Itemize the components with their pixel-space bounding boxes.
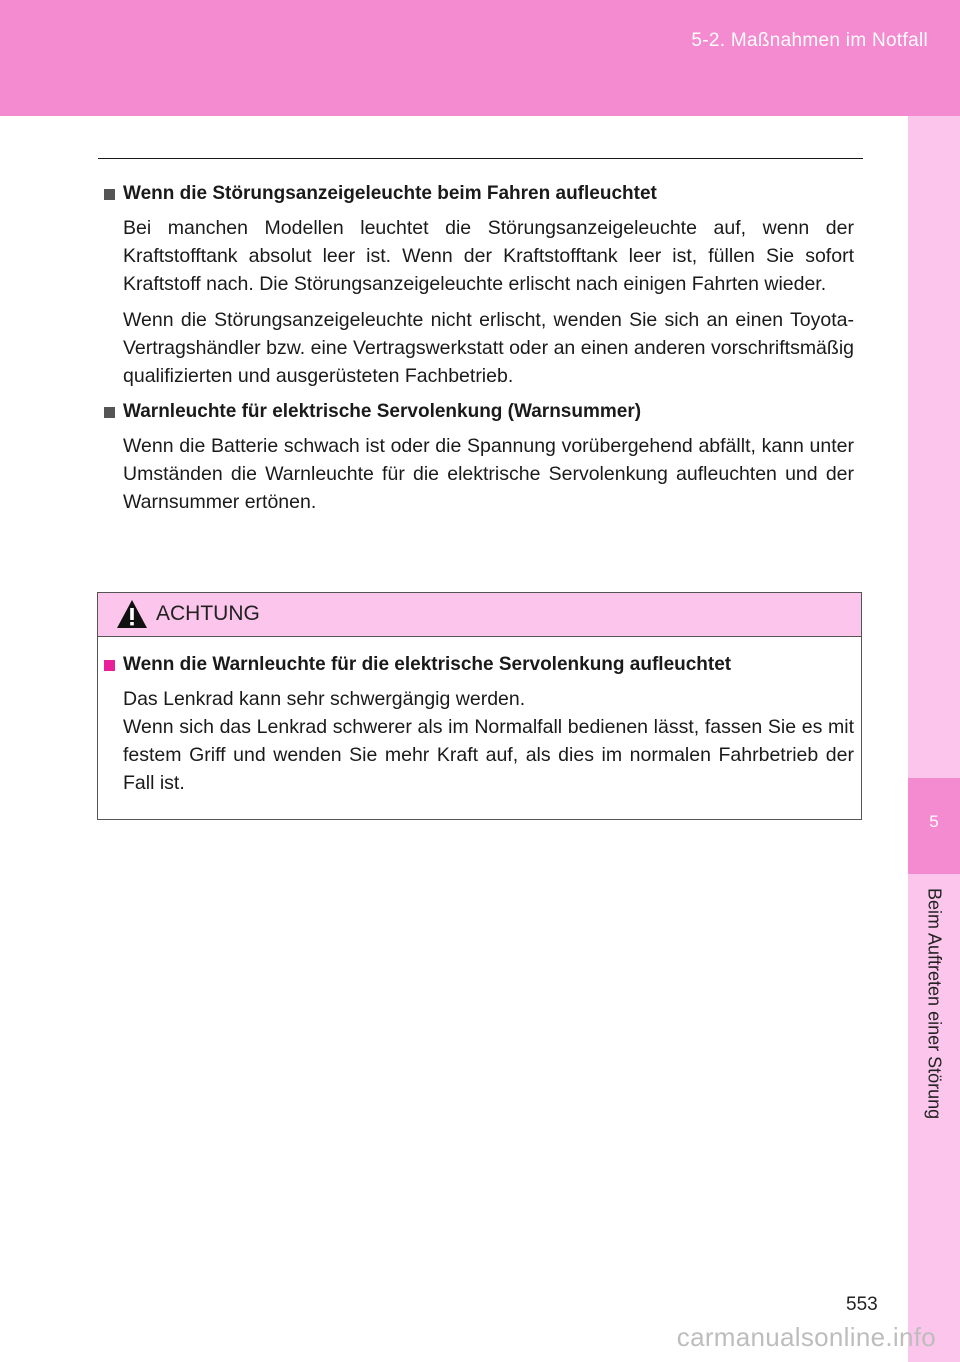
square-bullet-icon — [104, 189, 115, 200]
page-header — [0, 0, 960, 116]
warning-paragraph: Wenn sich das Lenkrad schwerer als im Normalfall bedienen lässt, fassen Sie es mit festem Griff und wenden Sie mehr Kraft auf, als dies im normalen Fahrbetrieb der Fall ist. — [123, 716, 854, 794]
section-title: 5-2. Maßnahmen im Notfall — [691, 30, 928, 51]
warning-line: Das Lenkrad kann sehr schwergängig werden. — [123, 688, 526, 710]
section-heading-text: Warnleuchte für elektrische Servolenkung (Warnsummer) — [123, 401, 642, 422]
warning-box — [97, 592, 862, 820]
warning-triangle-icon — [116, 599, 148, 629]
warning-body — [102, 651, 854, 797]
paragraph: Wenn die Batterie schwach ist oder die Spannung vorübergehend abfällt, kann unter Umständen die Warnleuchte für die elektrische Servolenkung aufleuchten und der Warnsummer ertönen. — [123, 435, 854, 513]
page-number: 553 — [846, 1294, 878, 1315]
main-content — [102, 180, 854, 524]
paragraph: Bei manchen Modellen leuchtet die Störungsanzeigeleuchte auf, wenn der Kraftstofftank absolut leer ist. Wenn der Kraftstofftank leer ist, füllen Sie sofort Kraftstoff nach. Die Störungsanzeigeleuchte erlischt nach einigen Fahrten wieder. — [123, 217, 854, 295]
warning-header — [98, 593, 861, 637]
section-heading — [102, 398, 854, 426]
chapter-title: Beim Auftreten einer Störung — [924, 888, 945, 1120]
chapter-side-tab — [908, 116, 960, 1362]
top-divider — [98, 158, 863, 159]
paragraph: Wenn die Störungsanzeigeleuchte nicht erlischt, wenden Sie sich an einen Toyota-Vertragshändler bzw. eine Vertragswerkstatt oder an einen anderen vorschriftsmäßig qualifizierten und ausgerüsteten Fachbetrieb. — [123, 309, 854, 387]
section-heading-text: Wenn die Störungsanzeigeleuchte beim Fahren aufleuchtet — [123, 183, 657, 204]
square-bullet-icon — [104, 407, 115, 418]
section-heading — [102, 180, 854, 208]
warning-heading-text: Wenn die Warnleuchte für die elektrische Servolenkung aufleuchtet — [123, 654, 732, 675]
square-bullet-icon — [104, 660, 115, 671]
watermark: carmanualsonline.info — [676, 1322, 936, 1352]
warning-title: ACHTUNG — [156, 602, 260, 625]
chapter-number: 5 — [929, 812, 939, 831]
warning-heading — [102, 651, 854, 679]
